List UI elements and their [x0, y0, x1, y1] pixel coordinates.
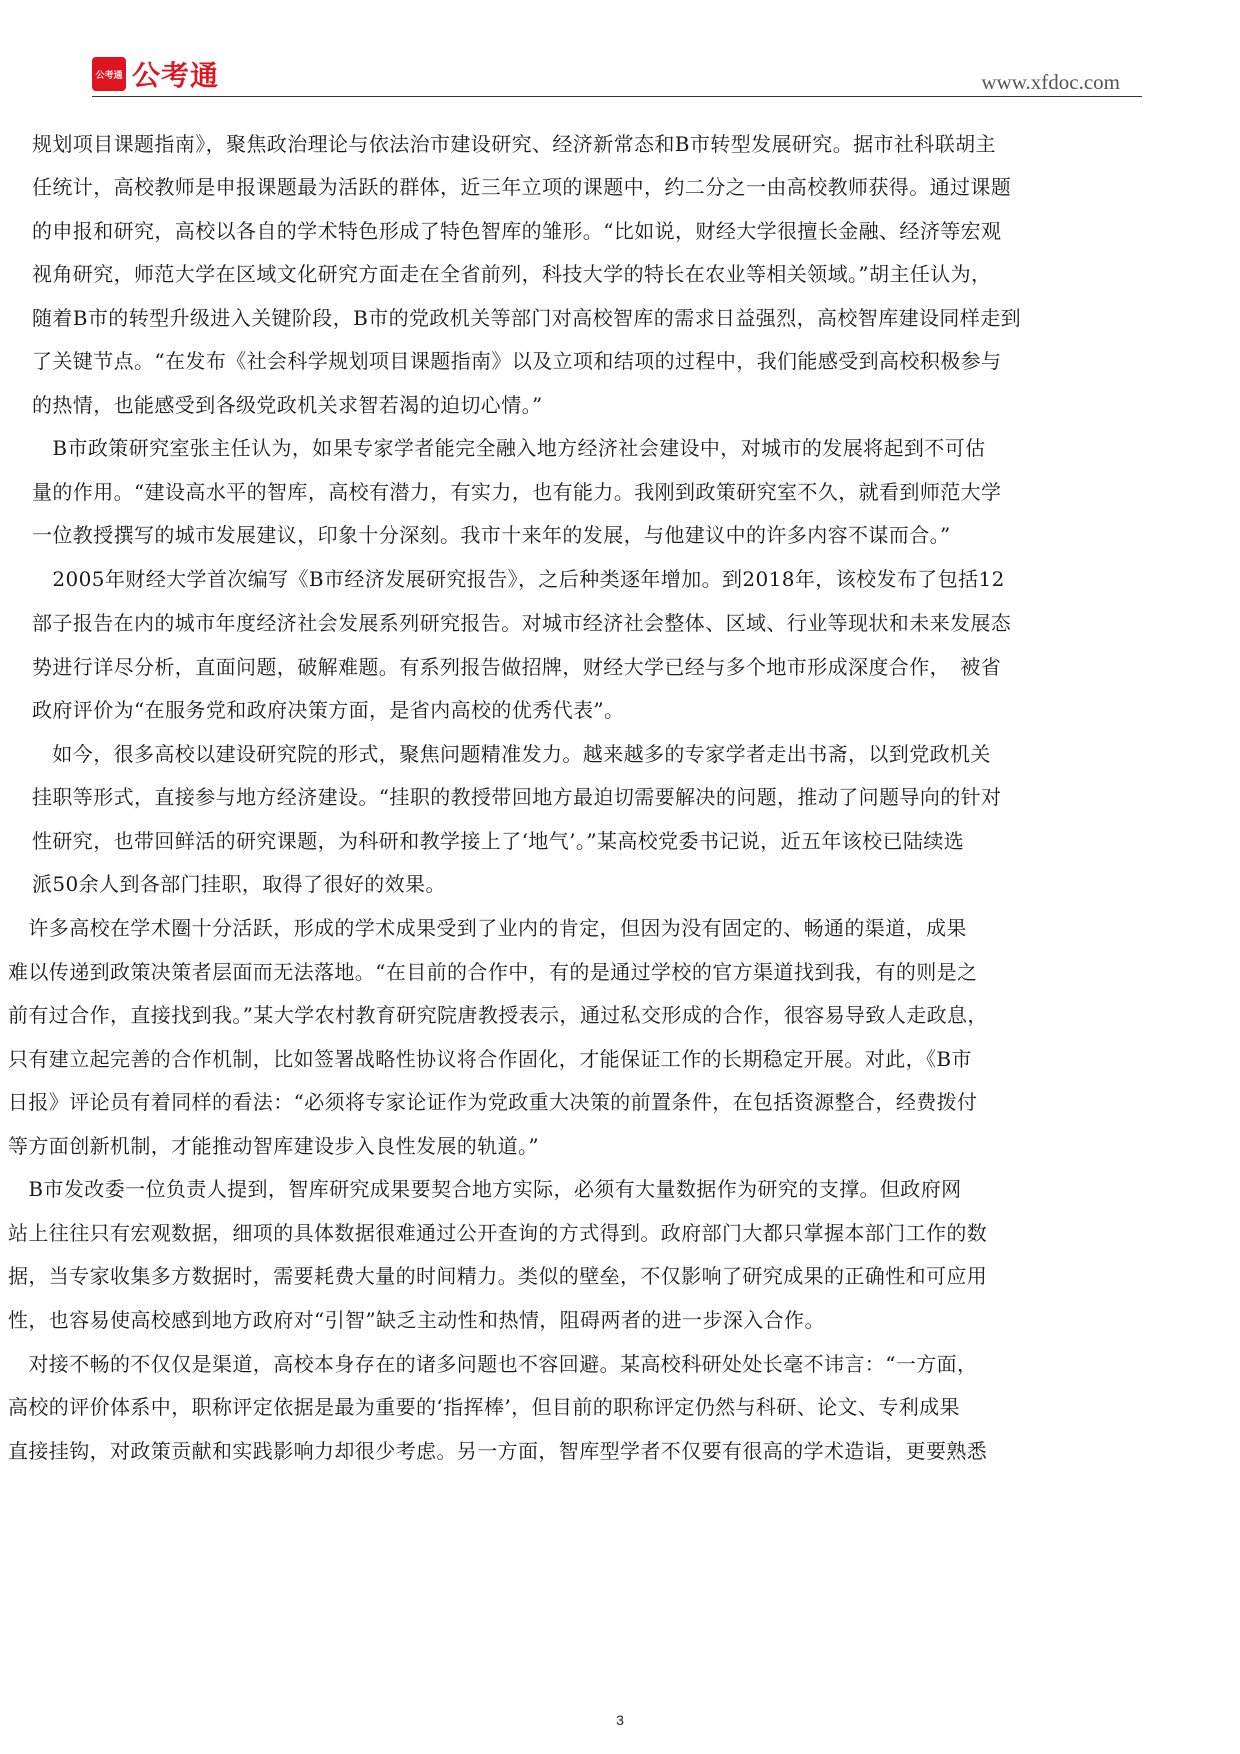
body-text-line: B市发改委一位负责人提到，智库研究成果要契合地方实际，必须有大量数据作为研究的支撑。但政府网 [8, 1177, 962, 1201]
body-text-line: 的申报和研究，高校以各自的学术特色形成了特色智库的雏形。“比如说，财经大学很擅长金融、经济等宏观 [32, 219, 1002, 243]
page-number: 3 [616, 1712, 624, 1728]
body-text-line: 一位教授撰写的城市发展建议，印象十分深刻。我市十来年的发展，与他建议中的许多内容不谋而合。” [32, 523, 951, 547]
logo [92, 56, 219, 92]
header-divider [92, 96, 1142, 97]
body-text-line: 了关键节点。“在发布《社会科学规划项目课题指南》以及立项和结项的过程中，我们能感受到高校积极参与 [32, 349, 1002, 373]
body-text-line: 如今，很多高校以建设研究院的形式，聚焦问题精准发力。越来越多的专家学者走出书斋，以到党政机关 [32, 742, 991, 766]
body-text-line: 挂职等形式，直接参与地方经济建设。“挂职的教授带回地方最迫切需要解决的问题，推动了问题导向的针对 [32, 785, 1002, 809]
body-text-line: 派50余人到各部门挂职，取得了很好的效果。 [32, 872, 446, 896]
body-text-line: 规划项目课题指南》，聚焦政治理论与依法治市建设研究、经济新常态和B市转型发展研究。据市社科联胡主 [32, 132, 996, 156]
logo-text: 公考通 [132, 59, 220, 92]
body-text-line: 的热情，也能感受到各级党政机关求智若渴的迫切心情。” [32, 393, 543, 417]
body-text-line: 直接挂钩，对政策贡献和实践影响力却很少考虑。另一方面，智库型学者不仅要有很高的学术造诣，更要熟悉 [8, 1439, 988, 1463]
body-text-line: 2005年财经大学首次编写《B市经济发展研究报告》，之后种类逐年增加。到2018年，该校发布了包括12 [32, 567, 1005, 591]
body-text-line: 视角研究，师范大学在区域文化研究方面走在全省前列，科技大学的特长在农业等相关领域。”胡主任认为， [32, 262, 992, 286]
body-text-line: 性，也容易使高校感到地方政府对“引智”缺乏主动性和热情，阻碍两者的进一步深入合作。 [8, 1308, 825, 1332]
logo-badge-icon: 公考通 [92, 57, 126, 91]
body-text-line: 前有过合作，直接找到我。”某大学农村教育研究院唐教授表示，通过私交形成的合作，很容易导致人走政息， [8, 1003, 988, 1027]
body-text-line: B市政策研究室张主任认为，如果专家学者能完全融入地方经济社会建设中，对城市的发展将起到不可估 [32, 436, 986, 460]
body-text-line: 势进行详尽分析，直面问题，破解难题。有系列报告做招牌，财经大学已经与多个地市形成深度合作， 被省 [32, 655, 1002, 679]
body-text-line: 许多高校在学术圈十分活跃，形成的学术成果受到了业内的肯定，但因为没有固定的、畅通的渠道，成果 [8, 916, 967, 940]
body-text-line: 等方面创新机制，才能推动智库建设步入良性发展的轨道。” [8, 1134, 540, 1158]
site-url: www.xfdoc.com [981, 70, 1120, 94]
body-text-line: 部子报告在内的城市年度经济社会发展系列研究报告。对城市经济社会整体、区域、行业等现状和未来发展态 [32, 611, 1012, 635]
body-text-line: 任统计，高校教师是申报课题最为活跃的群体，近三年立项的课题中，约二分之一由高校教师获得。通过课题 [32, 175, 1012, 199]
body-text-line: 只有建立起完善的合作机制，比如签署战略性协议将合作固化，才能保证工作的长期稳定开展。对此，《B市 [8, 1047, 972, 1071]
body-text-line: 随着B市的转型升级进入关键阶段，B市的党政机关等部门对高校智库的需求日益强烈，高校智库建设同样走到 [32, 306, 1021, 330]
body-text-line: 对接不畅的不仅仅是渠道，高校本身存在的诸多问题也不容回避。某高校科研处处长毫不讳言：“一方面， [8, 1352, 978, 1376]
body-text-line: 难以传递到政策决策者层面而无法落地。“在目前的合作中，有的是通过学校的官方渠道找到我，有的则是之 [8, 960, 978, 984]
body-text-line: 据，当专家收集多方数据时，需要耗费大量的时间精力。类似的壁垒，不仅影响了研究成果的正确性和可应用 [8, 1264, 988, 1288]
body-text-line: 站上往往只有宏观数据，细项的具体数据很难通过公开查询的方式得到。政府部门大都只掌握本部门工作的数 [8, 1221, 988, 1245]
body-text-line: 高校的评价体系中，职称评定依据是最为重要的‘指挥棒’，但目前的职称评定仍然与科研、论文、专利成果 [8, 1395, 960, 1419]
body-text-line: 性研究，也带回鲜活的研究课题，为科研和教学接上了‘地气’。”某高校党委书记说，近五年该校已陆续选 [32, 829, 965, 853]
body-text-line: 政府评价为“在服务党和政府决策方面，是省内高校的优秀代表”。 [32, 698, 625, 722]
body-text-line: 量的作用。“建设高水平的智库，高校有潜力，有实力，也有能力。我刚到政策研究室不久，就看到师范大学 [32, 480, 1002, 504]
page-header [92, 56, 1142, 100]
body-text-line: 日报》评论员有着同样的看法：“必须将专家论证作为党政重大决策的前置条件，在包括资源整合，经费拨付 [8, 1090, 978, 1114]
